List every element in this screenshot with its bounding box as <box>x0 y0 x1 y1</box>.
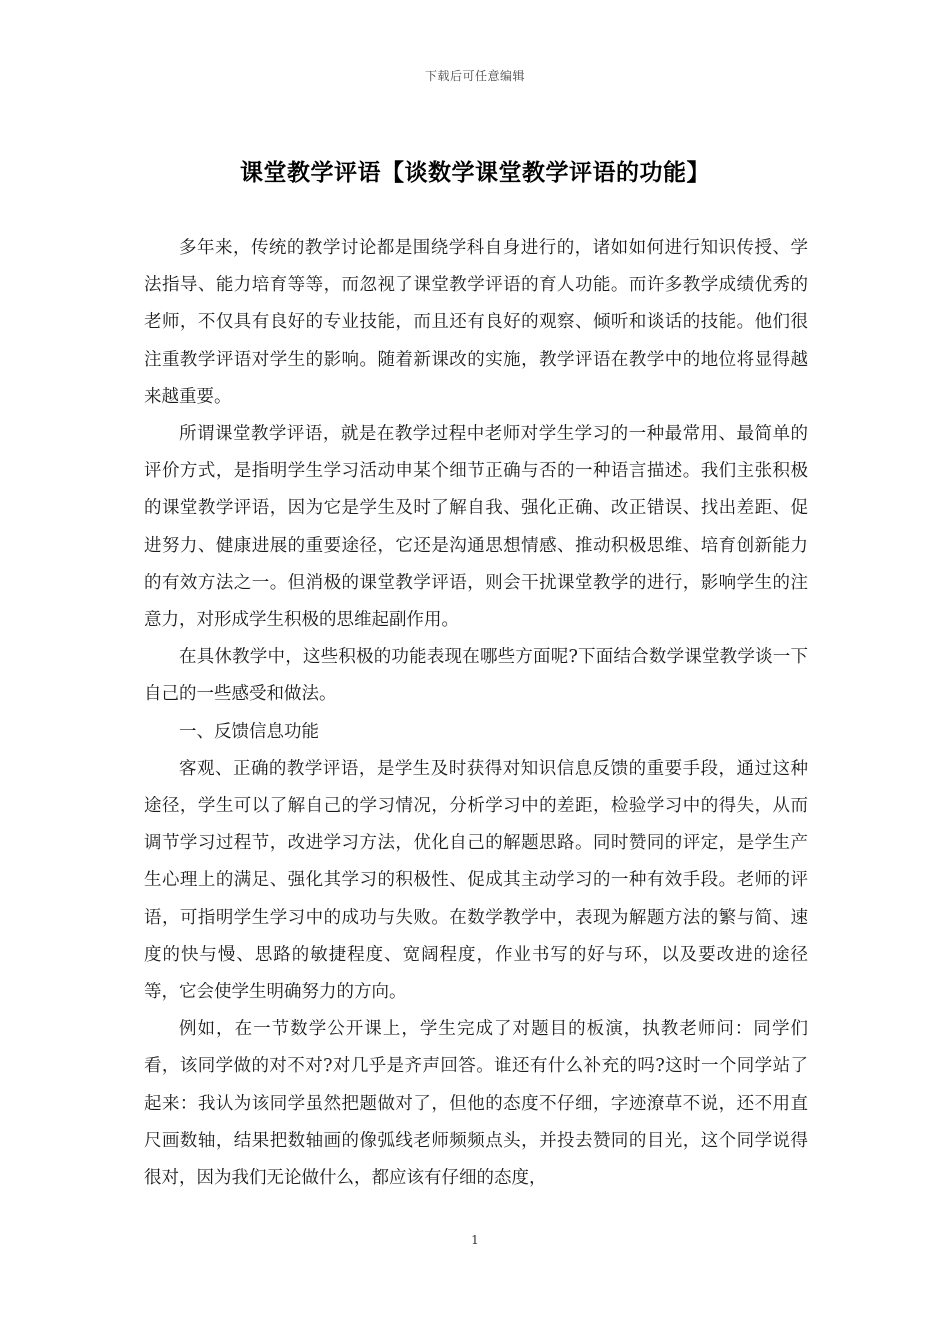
paragraph-feedback: 客观、正确的教学评语，是学生及时获得对知识信息反馈的重要手段，通过这种途径，学生可以了解自己的学习情况，分析学习中的差距，检验学习中的得失，从而调节学习过程节，改进学习方法，优化自己的解题思路。同时赞同的评定，是学生产生心理上的满足、强化其学习的积极性、促成其主动学习的一种有效手段。老师的评语，可指明学生学习中的成功与失败。在数学教学中，表现为解题方法的繁与简、速度的快与慢、思路的敏捷程度、宽阔程度，作业书写的好与环，以及要改进的途径等，它会使学生明确努力的方向。 <box>144 758 808 1003</box>
paragraph-example: 例如，在一节数学公开课上，学生完成了对题目的板演，执教老师问：同学们看，该同学做的对不对?对几乎是齐声回答。谁还有什么补充的吗?这时一个同学站了起来：我认为该同学虽然把题做对了，但他的态度不仔细，字迹潦草不说，还不用直尺画数轴，结果把数轴画的像弧线老师频频点头，并投去赞同的目光，这个同学说得很对，因为我们无论做什么，都应该有仔细的态度， <box>144 1019 808 1189</box>
page-title: 课堂教学评语【谈数学课堂教学评语的功能】 <box>240 159 710 186</box>
section-heading-feedback: 一、反馈信息功能 <box>179 721 319 742</box>
paragraph-question: 在具休教学中，这些积极的功能表现在哪些方面呢?下面结合数学课堂教学谈一下自己的一些感受和做法。 <box>144 647 808 705</box>
paragraph-intro: 多年来，传统的教学讨论都是围绕学科自身进行的，诸如如何进行知识传授、学法指导、能力培育等等，而忽视了课堂教学评语的育人功能。而许多教学成绩优秀的老师，不仅具有良好的专业技能，而且还有良好的观察、倾听和谈话的技能。他们很注重教学评语对学生的影响。随着新课改的实施，教学评语在教学中的地位将显得越来越重要。 <box>144 238 808 407</box>
page-number: 1 <box>471 1233 479 1247</box>
paragraph-definition: 所谓课堂教学评语，就是在教学过程中老师对学生学习的一种最常用、最简单的评价方式，是指明学生学习活动申某个细节正确与否的一种语言描述。我们主张积极的课堂教学评语，因为它是学生及时了解自我、强化正确、改正错误、找出差距、促进努力、健康进展的重要途径，它还是沟通思想情感、推动积极思维、培育创新能力的有效方法之一。但消极的课堂教学评语，则会干扰课堂教学的进行，影响学生的注意力，对形成学生积极的思维起副作用。 <box>144 424 808 631</box>
document-body <box>144 230 808 1197</box>
header-note: 下载后可任意编辑 <box>424 69 525 83</box>
